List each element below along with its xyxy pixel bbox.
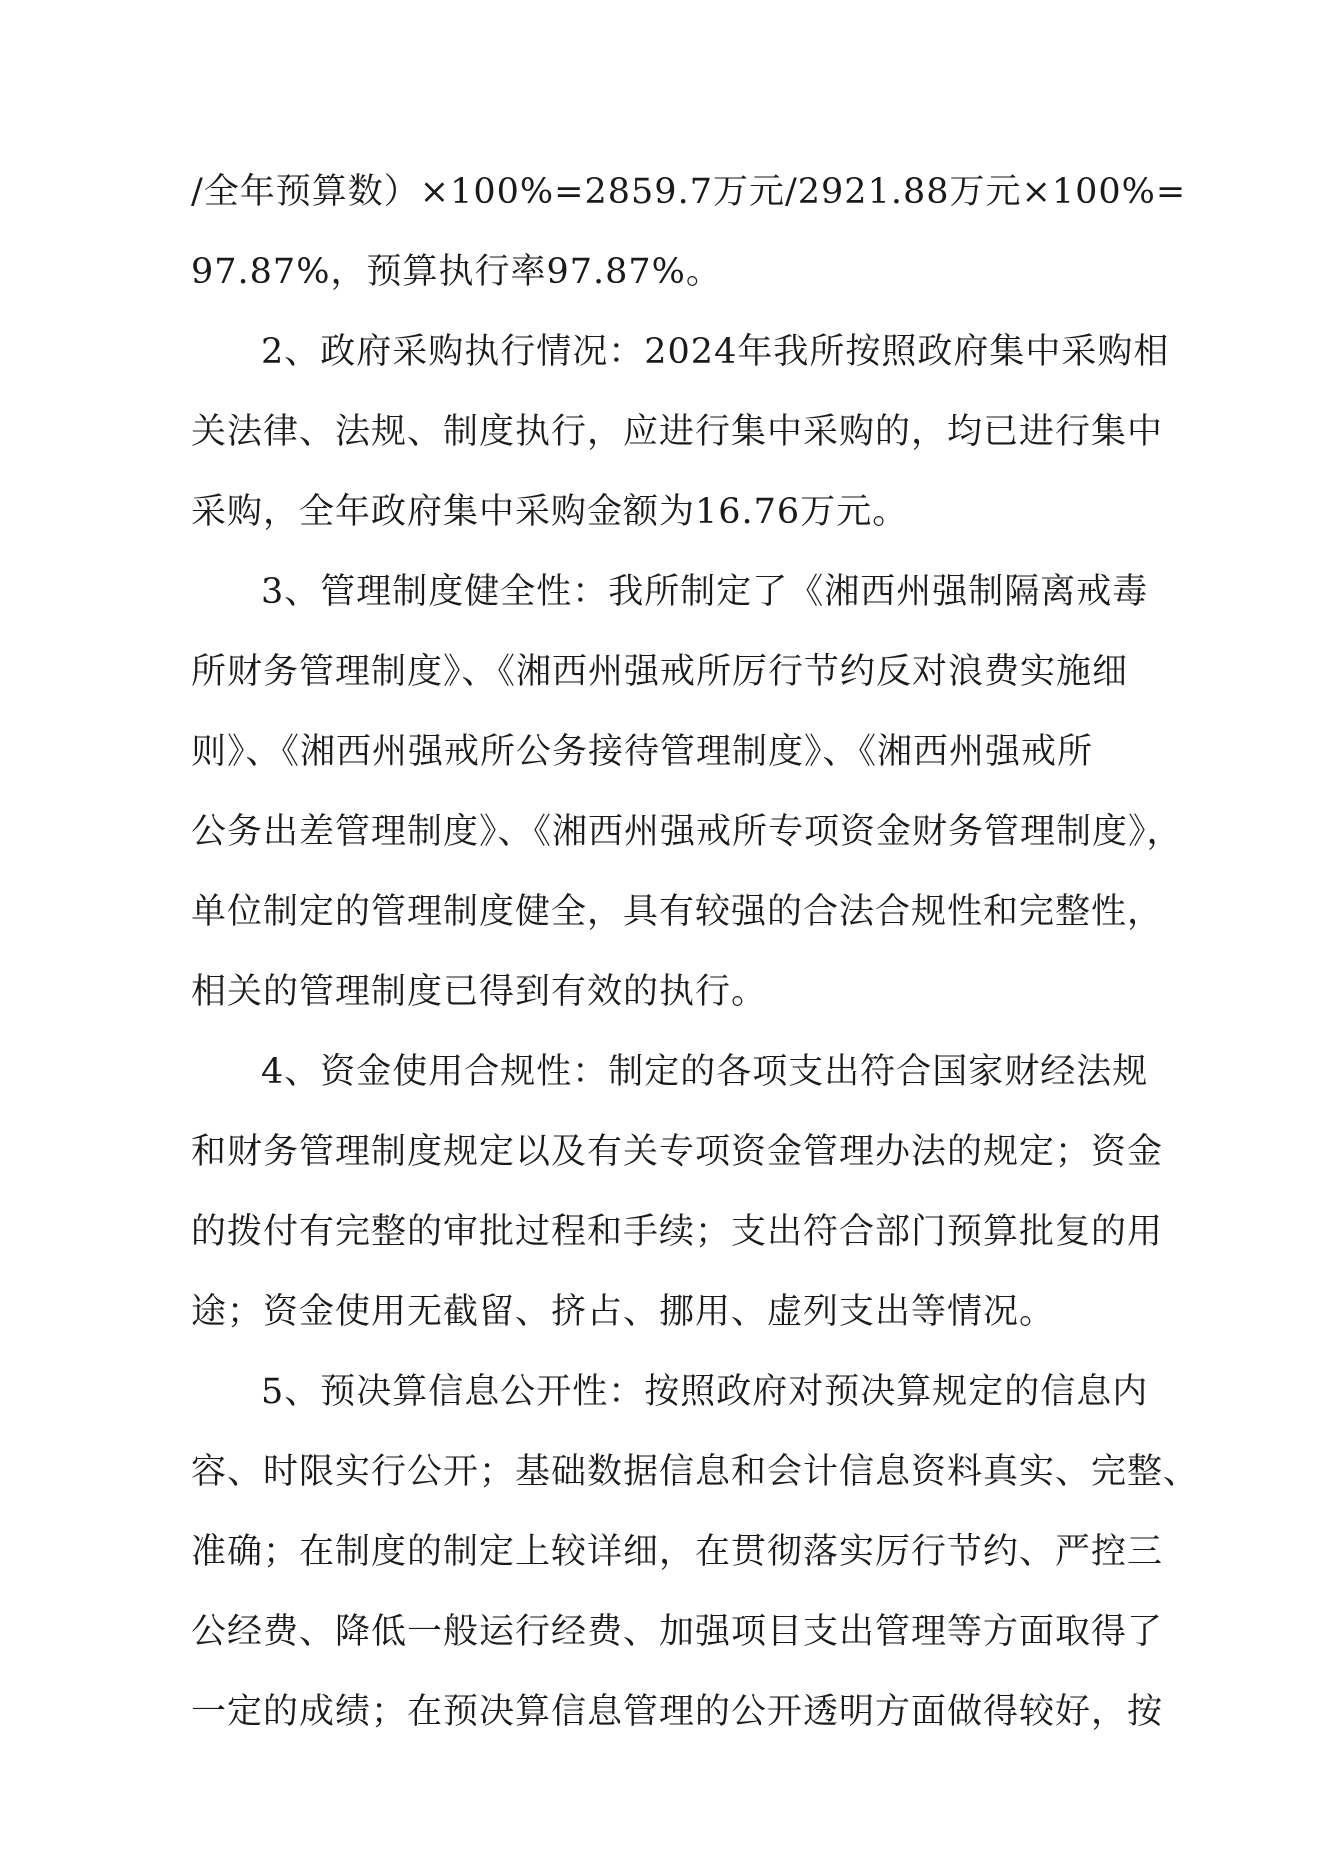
- text-line: 5、预决算信息公开性：按照政府对预决算规定的信息内: [261, 1372, 1149, 1412]
- text-line: 准确；在制度的制定上较详细，在贯彻落实厉行节约、严控三: [191, 1532, 1164, 1572]
- text-line: 相关的管理制度已得到有效的执行。: [191, 972, 768, 1012]
- text-line: 97.87%，预算执行率97.87%。: [191, 252, 722, 292]
- text-line: 的拨付有完整的审批过程和手续；支出符合部门预算批复的用: [191, 1212, 1164, 1252]
- text-line: 公务出差管理制度》、《湘西州强戒所专项资金财务管理制度》，: [191, 812, 1183, 852]
- text-line: 2、政府采购执行情况：2024年我所按照政府集中采购相: [261, 332, 1170, 372]
- text-line: 一定的成绩；在预决算信息管理的公开透明方面做得较好，按: [191, 1692, 1164, 1732]
- paragraph-management-system: [191, 552, 1183, 1032]
- paragraph-government-procurement: [191, 312, 1170, 552]
- paragraph-fund-compliance: [191, 1032, 1164, 1352]
- text-line: 公经费、降低一般运行经费、加强项目支出管理等方面取得了: [191, 1612, 1164, 1652]
- text-line: 3、管理制度健全性：我所制定了《湘西州强制隔离戒毒: [261, 572, 1149, 612]
- paragraph-budget-disclosure: [191, 1352, 1200, 1752]
- text-line: 单位制定的管理制度健全，具有较强的合法合规性和完整性，: [191, 892, 1164, 932]
- text-line: /全年预算数）×100%=2859.7万元/2921.88万元×100%=: [191, 172, 1187, 212]
- body-text: [191, 152, 1200, 1752]
- text-line: 关法律、法规、制度执行，应进行集中采购的，均已进行集中: [191, 412, 1164, 452]
- text-line: 所财务管理制度》、《湘西州强戒所厉行节约反对浪费实施细: [191, 652, 1129, 692]
- text-line: 采购，全年政府集中采购金额为16.76万元。: [191, 492, 909, 532]
- paragraph-budget-execution: [191, 152, 1187, 312]
- text-line: 4、资金使用合规性：制定的各项支出符合国家财经法规: [261, 1052, 1149, 1092]
- text-line: 则》、《湘西州强戒所公务接待管理制度》、《湘西州强戒所: [191, 732, 1094, 772]
- text-line: 和财务管理制度规定以及有关专项资金管理办法的规定；资金: [191, 1132, 1164, 1172]
- text-line: 途；资金使用无截留、挤占、挪用、虚列支出等情况。: [191, 1292, 1056, 1332]
- text-line: 容、时限实行公开；基础数据信息和会计信息资料真实、完整、: [191, 1452, 1200, 1492]
